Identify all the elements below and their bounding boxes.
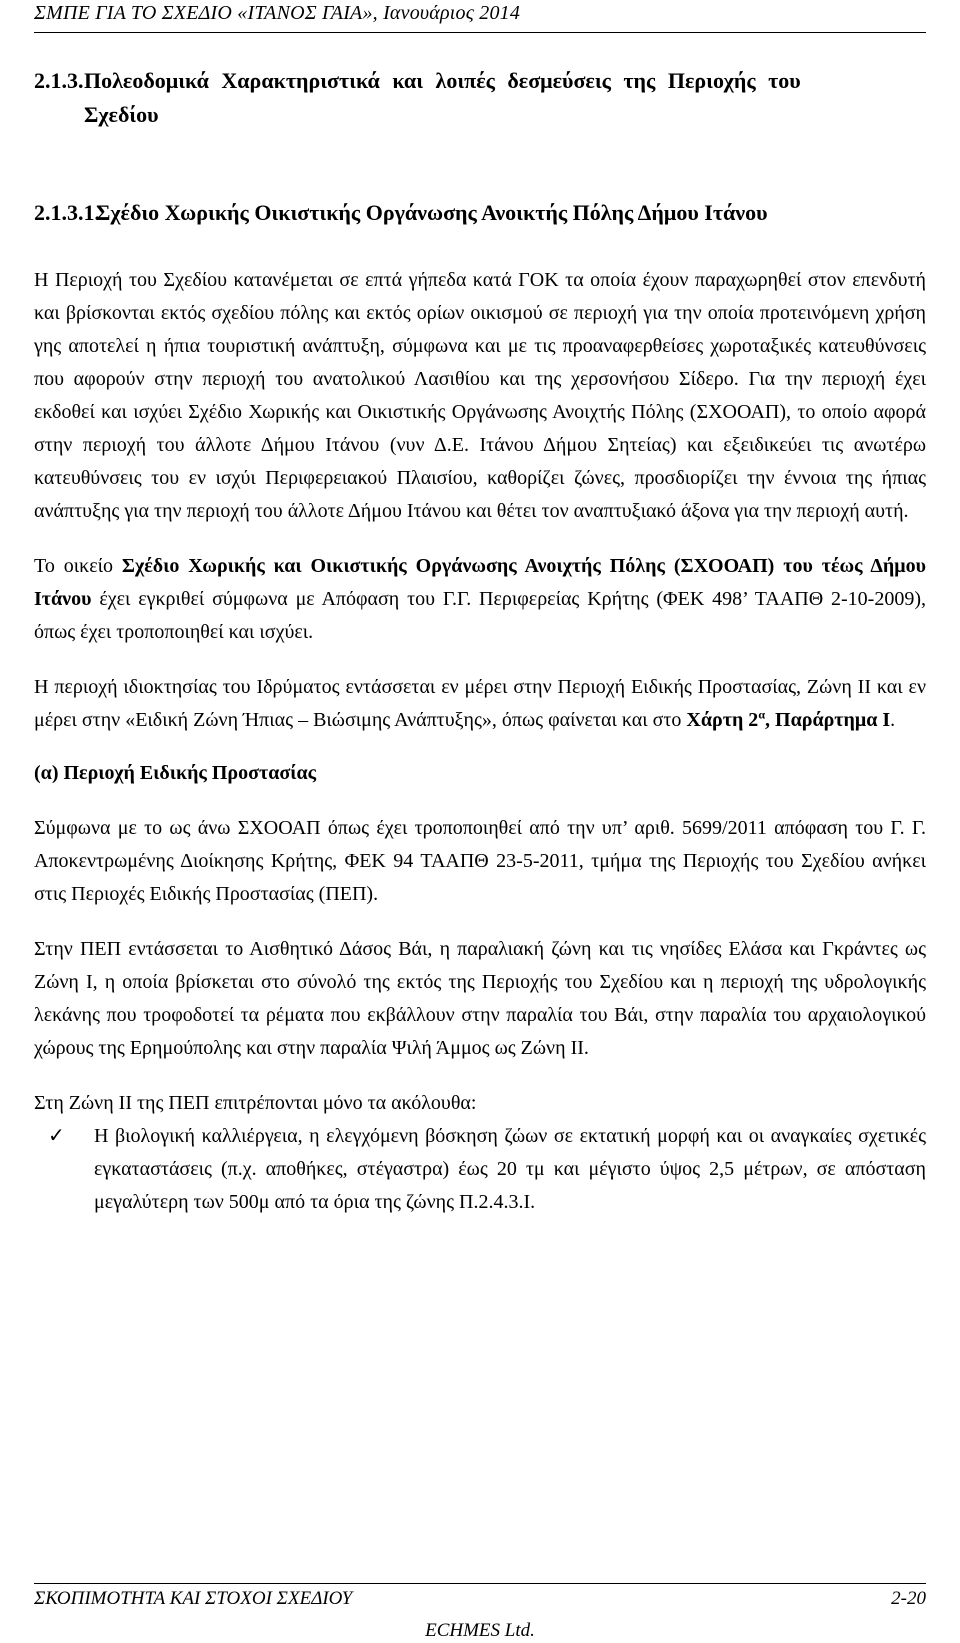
footer-title: ΣΚΟΠΙΜΟΤΗΤΑ ΚΑΙ ΣΤΟΧΟΙ ΣΧΕΔΙΟΥ xyxy=(34,1588,353,1609)
list-item-text: Η βιολογική καλλιέργεια, η ελεγχόμενη βόσκηση ζώων σε εκτατική μορφή και οι αναγκαίες σχετικές εγκαταστάσεις (π.χ. αποθήκες, στέγαστρα) έως 20 τμ και μέγιστο ύψος 2,5 μέτρων, σε απόσταση μεγαλύτερη των 500μ από τα όρια της ζώνης Π.2.4.3.Ι. xyxy=(94,1125,926,1213)
subsection-title: Σχέδιο Χωρικής Οικιστικής Οργάνωσης Ανοικτής Πόλης Δήμου Ιτάνου xyxy=(96,200,768,225)
footer-company: ECHMES Ltd. xyxy=(425,1620,535,1641)
paragraph-6: Στη Ζώνη ΙΙ της ΠΕΠ επιτρέπονται μόνο τα ακόλουθα: xyxy=(34,1092,477,1114)
paragraph-2-bold: Σχέδιο Χωρικής και Οικιστικής Οργάνωσης Ανοιχτής Πόλης (ΣΧΟΟΑΠ) του τέως Δήμου Ιτάνου xyxy=(34,555,927,610)
paragraph-2-end: έχει εγκριθεί σύμφωνα με Απόφαση του Γ.Γ. Περιφερείας Κρήτης (ΦΕΚ 498’ ΤΑΑΠΘ 2-10-2009), όπως έχει τροποποιηθεί και ισχύει. xyxy=(34,588,926,643)
subsection-number: 2.1.3.1. xyxy=(34,200,100,225)
checkmark-icon: ✓ xyxy=(48,1125,65,1147)
paragraph-2 xyxy=(34,550,926,649)
paragraph-4: Σύμφωνα με το ως άνω ΣΧΟΟΑΠ όπως έχει τροποποιηθεί από την υπ’ αριθ. 5699/2011 απόφαση του Γ. Γ. Αποκεντρωμένης Διοίκησης Κρήτης, ΦΕΚ 94 ΤΑΑΠΘ 23-5-2011, τμήμα της Περιοχής του Σχεδίου ανήκει στις Περιοχές Ειδικής Προστασίας (ΠΕΠ). xyxy=(34,817,926,905)
header-rule xyxy=(34,32,926,33)
appendix-reference: , Παράρτημα Ι xyxy=(765,709,891,731)
page-number: 2-20 xyxy=(891,1588,926,1609)
section-number: 2.1.3. xyxy=(34,68,84,93)
paragraph-3-end: . xyxy=(890,709,896,731)
paragraph-1: Η Περιοχή του Σχεδίου κατανέμεται σε επτά γήπεδα κατά ΓΟΚ τα οποία έχουν παραχωρηθεί στον επενδυτή και βρίσκονται εκτός σχεδίου πόλης και εκτός ορίων οικισμού σε περιοχή για την οποία προτεινόμενη χρήση γης αποτελεί η ήπια τουριστική ανάπτυξη, σύμφωνα και με τις προαναφερθείσες χωροταξικές κατευθύνσεις που αφορούν στην περιοχή του ανατολικού Λασιθίου και της χερσονήσου Σίδερο. Για την περιοχή έχει εκδοθεί και ισχύει Σχέδιο Χωρικής και Οικιστικής Οργάνωσης Ανοιχτής Πόλης (ΣΧΟΟΑΠ), το οποίο αφορά στην περιοχή του άλλοτε Δήμου Ιτάνου (νυν Δ.Ε. Ιτάνου Δήμου Σητείας) και εξειδικεύει τις ανωτέρω κατευθύνσεις του εν ισχύι Περιφερειακού Πλαισίου, καθορίζει ζώνες, προσδιορίζει την έννοια της ήπιας ανάπτυξης για την περιοχή του άλλοτε Δήμου Ιτάνου και θέτει τον αναπτυξιακό άξονα για την περιοχή αυτή. xyxy=(34,269,926,522)
list-item xyxy=(34,1120,926,1219)
section-heading xyxy=(34,64,926,132)
footer-rule xyxy=(34,1583,926,1584)
document-body xyxy=(34,264,926,1219)
page-header: ΣΜΠΕ ΓΙΑ ΤΟ ΣΧΕΔΙΟ «ΙΤΑΝΟΣ ΓΑΙΑ», Ιανουάριος 2014 xyxy=(34,2,521,24)
subheading-special-protection: (α) Περιοχή Ειδικής Προστασίας xyxy=(34,762,317,784)
section-title-line2: Σχεδίου xyxy=(84,102,159,127)
paragraph-3 xyxy=(34,671,926,737)
paragraph-3-start: Η περιοχή ιδιοκτησίας του Ιδρύματος εντάσσεται εν μέρει στην Περιοχή Ειδικής Προστασίας, Ζώνη ΙΙ και εν μέρει στην «Ειδική Ζώνη Ήπιας – Βιώσιμης Ανάπτυξης», όπως φαίνεται και στο xyxy=(34,676,926,731)
paragraph-2-start: Το οικείο xyxy=(34,555,122,577)
subsection-heading xyxy=(34,200,768,226)
map-reference: Χάρτη 2 xyxy=(686,709,759,731)
paragraph-5: Στην ΠΕΠ εντάσσεται το Αισθητικό Δάσος Βάι, η παραλιακή ζώνη και τις νησίδες Ελάσα και Γκράντες ως Ζώνη Ι, η οποία βρίσκεται στο σύνολό της εκτός της Περιοχής του Σχεδίου και η περιοχή της υδρολογικής λεκάνης που τροφοδοτεί τα ρέματα που εκβάλλουν στην παραλία του Βάι, στην παραλία του αρχαιολογικού χώρους της Ερημούπολης και στην παραλία Ψιλή Άμμος ως Ζώνη ΙΙ. xyxy=(34,938,926,1059)
section-title-line1: Πολεοδομικά Χαρακτηριστικά και λοιπές δεσμεύσεις της Περιοχής του xyxy=(84,68,801,93)
map-reference-sup: α xyxy=(758,707,766,722)
